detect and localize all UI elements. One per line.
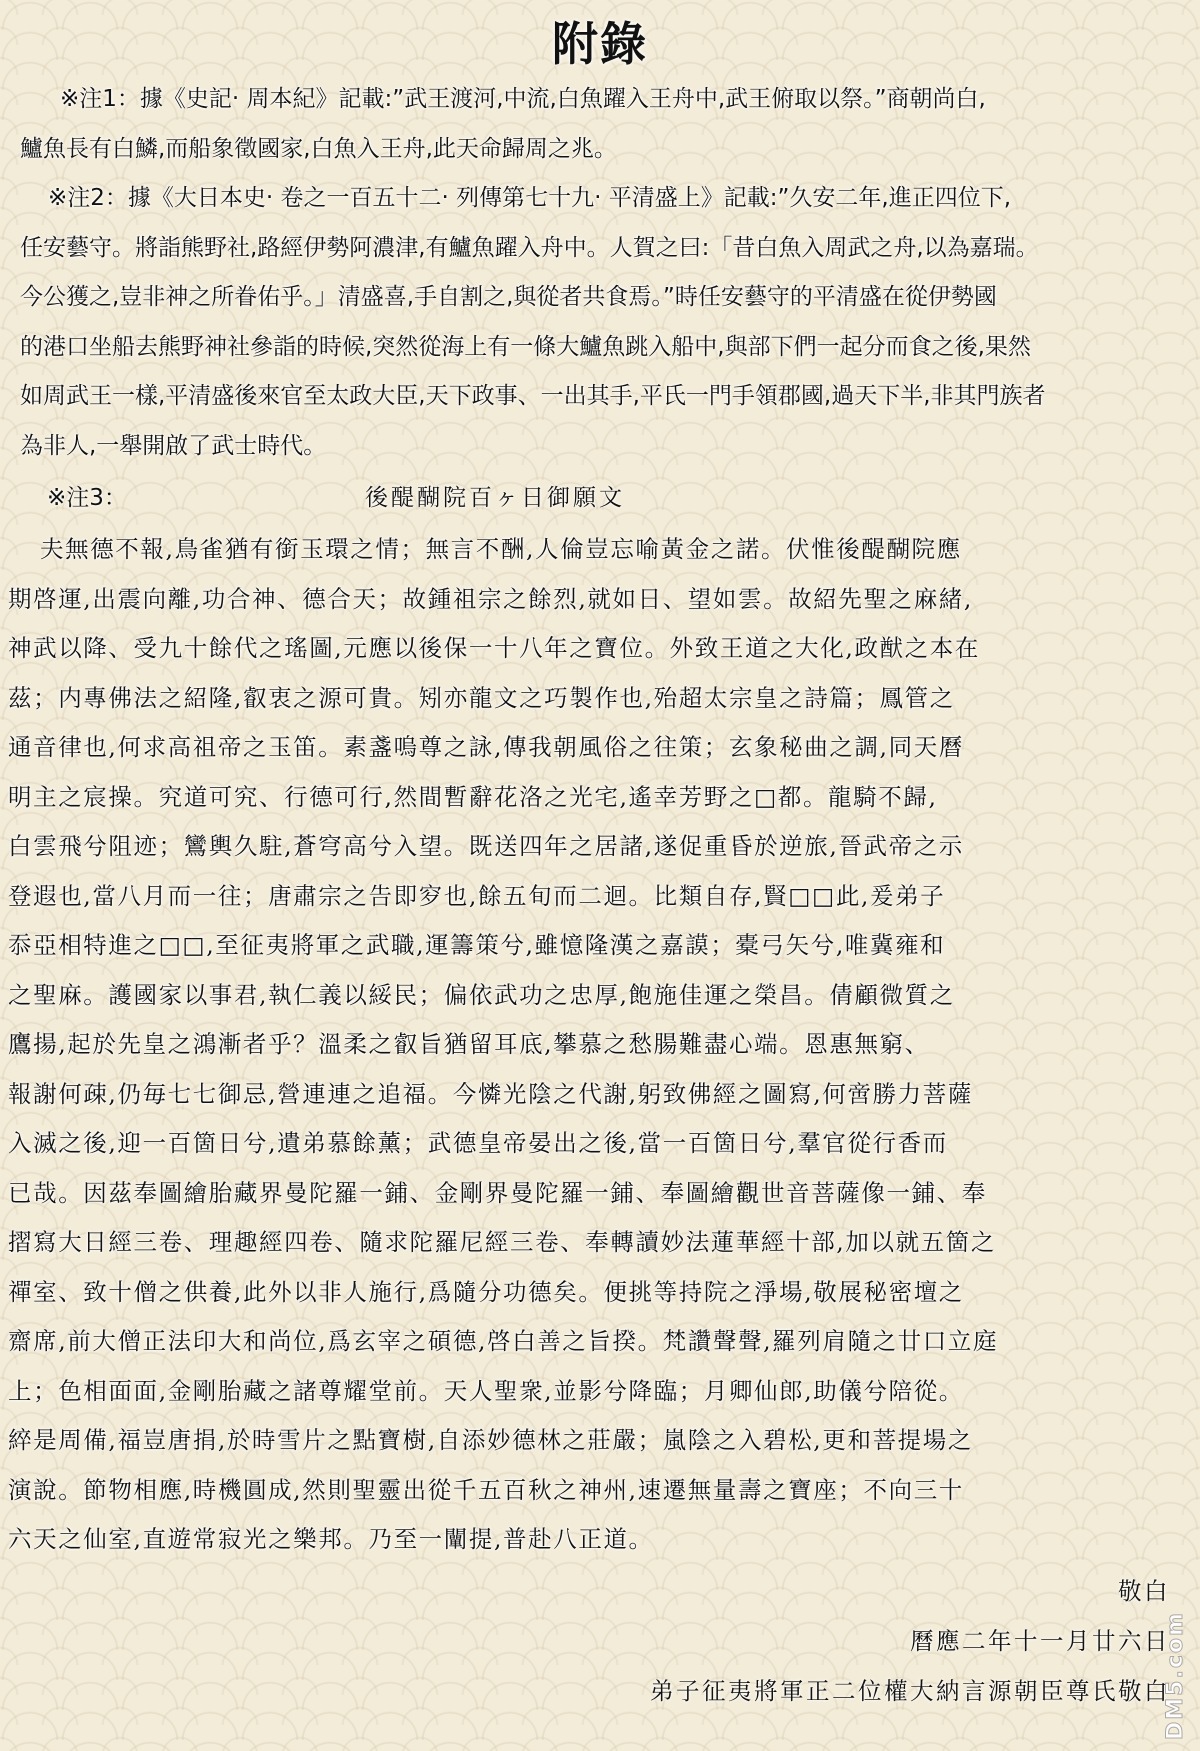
prayer-title: 後醍醐院百ヶ日御願文 [365, 485, 625, 511]
page-title: 附錄 [552, 17, 648, 71]
note-line: 的港口坐船去熊野神社參詣的時候,突然從海上有一條大鱸魚跳入船中,與部下們一起分而食之後,果然 [20, 333, 1031, 360]
prayer-line: 茲；内專佛法之紹隆,叡衷之源可貴。矧亦龍文之巧製作也,殆超太宗皇之詩篇；鳳管之 [8, 683, 955, 712]
prayer-line: 入滅之後,迎一百箇日兮,遺弟慕餘薰；武德皇帝晏出之後,當一百箇日兮,羣官從行香而 [8, 1129, 948, 1157]
note-line: 如周武王一樣,平清盛後來官至太政大臣,天下政事、一出其手,平氏一門手領郡國,過天下半,非其門族者 [20, 383, 1046, 409]
prayer-line: 報謝何疎,仍毎七七御忌,營連連之追福。今憐光陰之代謝,躬致佛經之圖寫,何啻勝力菩薩 [8, 1079, 973, 1108]
prayer-line: 鷹揚,起於先皇之鴻漸者乎？溫柔之叡旨猶留耳底,攀慕之愁腸難盡心端。恩惠無窮、 [8, 1030, 930, 1058]
prayer-line: 期啓運,出震向離,功合神、德合天；故鍾祖宗之餘烈,就如日、望如雲。故紹先聖之麻緒, [8, 584, 973, 613]
prayer-line: 上；色相面面,金剛胎藏之諸尊耀堂前。天人聖衆,並影兮降臨；月卿仙郎,助儀兮陪從。 [8, 1376, 964, 1405]
prayer-text [8, 525, 1188, 1565]
prayer-date: 曆應二年十一月廿六日 [910, 1627, 1170, 1655]
prayer-line: 禪室、致十僧之供養,此外以非人施行,爲隨分功德矣。便挑等持院之淨場,敬展秘密壇之 [8, 1277, 964, 1306]
note-line: ※注1：據《史記‧ 周本紀》記載:”武王渡河,中流,白魚躍入王舟中,武王俯取以祭。”商朝尚白, [60, 86, 986, 112]
prayer-line: 演說。節物相應,時機圓成,然則聖靈出從千五百秋之神州,速遷無量壽之寶座；不向三十 [8, 1475, 964, 1504]
note-3-header [47, 482, 1147, 514]
note-line: ※注2：據《大日本史‧ 卷之一百五十二‧ 列傳第七十九‧ 平清盛上》記載:”久安二年,進正四位下, [48, 185, 1012, 211]
prayer-line: 通音律也,何求高祖帝之玉笛。素盞嗚尊之詠,傳我朝風俗之往策；玄象秘曲之調,同天曆 [8, 733, 964, 761]
prayer-line: 登遐也,當八月而一往；唐肅宗之告即穸也,餘五旬而二迴。比類自存,賢□□此,爰弟子 [8, 881, 946, 910]
note-line: 鱸魚長有白鱗,而船象徵國家,白魚入王舟,此天命歸周之兆。 [20, 135, 617, 162]
prayer-line: 摺寫大日經三卷、理趣經四卷、隨求陀羅尼經三卷、奉轉讀妙法蓮華經十部,加以就五箇之 [8, 1228, 996, 1256]
note-line: 任安藝守。將詣熊野社,路經伊勢阿濃津,有鱸魚躍入舟中。人賀之曰:「昔白魚入周武之舟,以為嘉瑞。 [20, 234, 1039, 261]
note-2 [20, 174, 1180, 471]
prayer-line: 之聖麻。護國家以事君,執仁義以綏民；偏依武功之忠厚,飽施佳運之榮昌。倩顧微質之 [8, 980, 955, 1009]
note-line: 今公獲之,豈非神之所眷佑乎。」清盛喜,手自割之,與從者共食焉。”時任安藝守的平清盛在從伊勢國 [20, 284, 997, 310]
prayer-line: 六天之仙室,直遊常寂光之樂邦。乃至一闡提,普赴八正道。 [8, 1525, 654, 1553]
prayer-line: 明主之宸操。究道可究、行德可行,然間暫辭花洛之光宅,遙幸芳野之□都。龍騎不歸, [8, 782, 938, 811]
note-3-label: ※注3： [47, 485, 127, 511]
prayer-line: 白雲飛兮阻迹；鸞輿久駐,蒼穹高兮入望。既送四年之居諸,遂促重昏於逆旅,晉武帝之示 [8, 832, 964, 860]
closing-phrase: 敬白 [1118, 1577, 1170, 1605]
prayer-line: 神武以降、受九十餘代之瑤圖,元應以後保一十八年之寶位。外致王道之大化,政猷之本在 [8, 634, 980, 662]
notes-section [20, 75, 1180, 471]
prayer-signature: 弟子征夷將軍正二位權大納言源朝臣尊氏敬白 [650, 1677, 1170, 1705]
prayer-line: 夫無德不報,鳥雀猶有銜玉環之情；無言不酬,人倫豈忘喻黃金之諾。伏惟後醍醐院應 [40, 535, 962, 563]
note-1 [20, 75, 1180, 174]
prayer-line: 忝亞相特進之□□,至征夷將軍之武職,運籌策兮,雖憶隆漢之嘉謨；橐弓矢兮,唯冀雍和 [8, 931, 946, 959]
note-line: 為非人,一舉開啟了武士時代。 [20, 432, 327, 459]
prayer-line: 綷是周備,福豈唐捐,於時雪片之點寶樹,自添妙德林之莊嚴；嵐陰之入碧松,更和菩提場之 [8, 1426, 973, 1454]
prayer-line: 齋席,前大僧正法印大和尚位,爲玄宰之碩德,啓白善之旨揆。梵讚聲聲,羅列肩隨之廿口立庭 [8, 1327, 999, 1355]
prayer-line: 已哉。因茲奉圖繪胎藏界曼陀羅一鋪、金剛界曼陀羅一鋪、奉圖繪觀世音菩薩像一鋪、奉 [8, 1178, 987, 1207]
site-watermark: DM5.com [1163, 1611, 1188, 1740]
